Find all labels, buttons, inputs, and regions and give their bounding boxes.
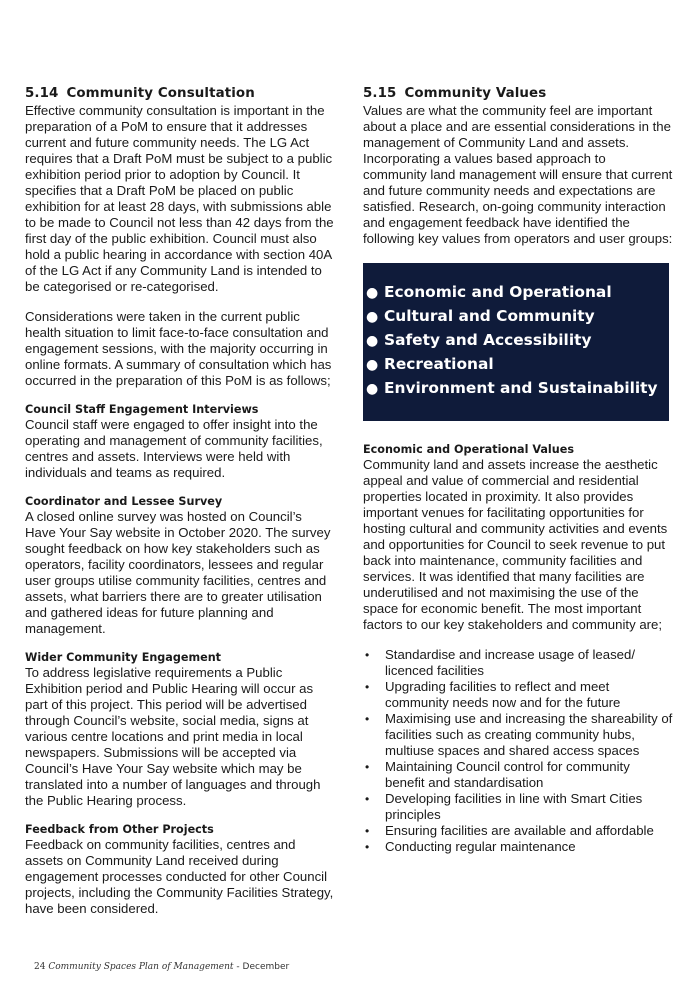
bullet-icon: ● — [366, 285, 379, 301]
coordinator-survey-heading: Coordinator and Lessee Survey — [25, 495, 223, 508]
list-item: • Maximising use and increasing the shareability of facilities such as creating community hubs, multiuse spaces and shared access spaces — [365, 711, 673, 758]
list-item: • Developing facilities in line with Smart Cities principles — [365, 791, 643, 822]
economic-factors-list — [363, 647, 673, 855]
list-item: • Ensuring facilities are available and affordable — [365, 823, 654, 838]
list-item: • Maintaining Council control for community benefit and standardisation — [365, 759, 630, 790]
bullet-icon: ● — [366, 333, 379, 349]
key-values-list — [363, 281, 669, 401]
staff-engagement-text: Council staff were engaged to offer insight into the operating and management of community facilities, centres and assets. Interviews were held with individuals and teams as required. — [25, 417, 323, 480]
document-month: - December — [236, 962, 290, 972]
bullet-icon: • — [365, 760, 370, 774]
list-item: • Standardise and increase usage of leased/ licenced facilities — [365, 647, 636, 678]
coordinator-survey-text: A closed online survey was hosted on Council’s Have Your Say website in October 2020. The survey sought feedback on how key stakeholders such as operators, facility coordinators, lessees and regular user groups utilise community facilities, centres and assets, what barriers there are to greater utilisation and gathered ideas for future planning and management. — [25, 509, 331, 636]
bullet-icon: ● — [366, 357, 379, 373]
section-5-15-heading — [363, 86, 673, 101]
feedback-projects-heading: Feedback from Other Projects — [25, 823, 214, 836]
key-value-item: ● Economic and Operational — [366, 281, 669, 305]
bullet-icon: • — [365, 824, 370, 838]
consultation-paragraph-2: Considerations were taken in the current public health situation to limit face-to-face consultation and engagement sessions, with the majority occurring in online formats. A summary of consultation which has occurred in the preparation of this PoM is as follows; — [25, 309, 332, 388]
section-title: Community Values — [404, 86, 547, 101]
staff-engagement-heading: Council Staff Engagement Interviews — [25, 403, 259, 416]
right-column — [363, 86, 673, 855]
key-value-item: ● Safety and Accessibility — [366, 329, 669, 353]
wider-engagement-heading: Wider Community Engagement — [25, 651, 222, 664]
list-item: • Upgrading facilities to reflect and meet community needs now and for the future — [365, 679, 621, 710]
bullet-icon: • — [365, 840, 370, 854]
bullet-icon: • — [365, 648, 370, 662]
economic-values-text: Community land and assets increase the aesthetic appeal and value of commercial and residential properties located in proximity. It also provides important venues for facilitating opportunities for hosting cultural and community activities and events and opportunities for Council to seek revenue to put back into maintenance, community facilities and services. It was identified that many facilities are underutilised and not maximising the use of the space for economic benefit. The most important factors to our key stakeholders and community are; — [363, 457, 668, 632]
consultation-paragraph-1: Effective community consultation is important in the preparation of a PoM to ensure that it addresses current and future community needs. The LG Act requires that a Draft PoM must be subject to a public exhibition period prior to adoption by Council. It specifies that a Draft PoM be placed on public exhibition for at least 28 days, with submissions able to be made to Council not less than 42 days from the first day of the public exhibition. Council must also hold a public hearing in accordance with section 40A of the LG Act if any Community Land is intended to be categorised or re-categorised. — [25, 103, 334, 294]
section-5-14-heading — [25, 86, 335, 101]
key-value-item: ● Cultural and Community — [366, 305, 669, 329]
section-title: Community Consultation — [66, 86, 255, 101]
key-value-item: ● Recreational — [366, 353, 669, 377]
key-value-item: ● Environment and Sustainability — [366, 377, 669, 401]
left-column — [25, 86, 335, 917]
list-item: • Conducting regular maintenance — [365, 839, 576, 854]
section-number: 5.15 — [363, 86, 397, 101]
values-intro-paragraph: Values are what the community feel are important about a place and are essential considerations in the management of Community Land and assets. Incorporating a values based approach to community land management will ensure that current and future community needs and expectations are satisfied. Research, on-going community interaction and engagement feedback have identified the following key values from operators and user groups: — [363, 103, 673, 246]
page-footer — [34, 962, 289, 972]
bullet-icon: • — [365, 712, 370, 726]
document-title: Community Spaces Plan of Management — [48, 962, 234, 972]
section-number: 5.14 — [25, 86, 59, 101]
bullet-icon: ● — [366, 309, 379, 325]
key-values-box — [363, 263, 669, 421]
economic-values-heading: Economic and Operational Values — [363, 443, 574, 456]
page-number: 24 — [34, 962, 46, 972]
bullet-icon: • — [365, 792, 370, 806]
wider-engagement-text: To address legislative requirements a Public Exhibition period and Public Hearing will occur as part of this project. This period will be advertised through Council’s website, social media, signs at various centre locations and print media in local newspapers. Submissions will be accepted via Council’s Have Your Say website which may be translated into a number of languages and through the Public Hearing process. — [25, 665, 321, 808]
bullet-icon: • — [365, 680, 370, 694]
feedback-projects-text: Feedback on community facilities, centres and assets on Community Land received during engagement processes conducted for other Council projects, including the Community Facilities Strategy, have been considered. — [25, 837, 334, 916]
bullet-icon: ● — [366, 381, 379, 397]
